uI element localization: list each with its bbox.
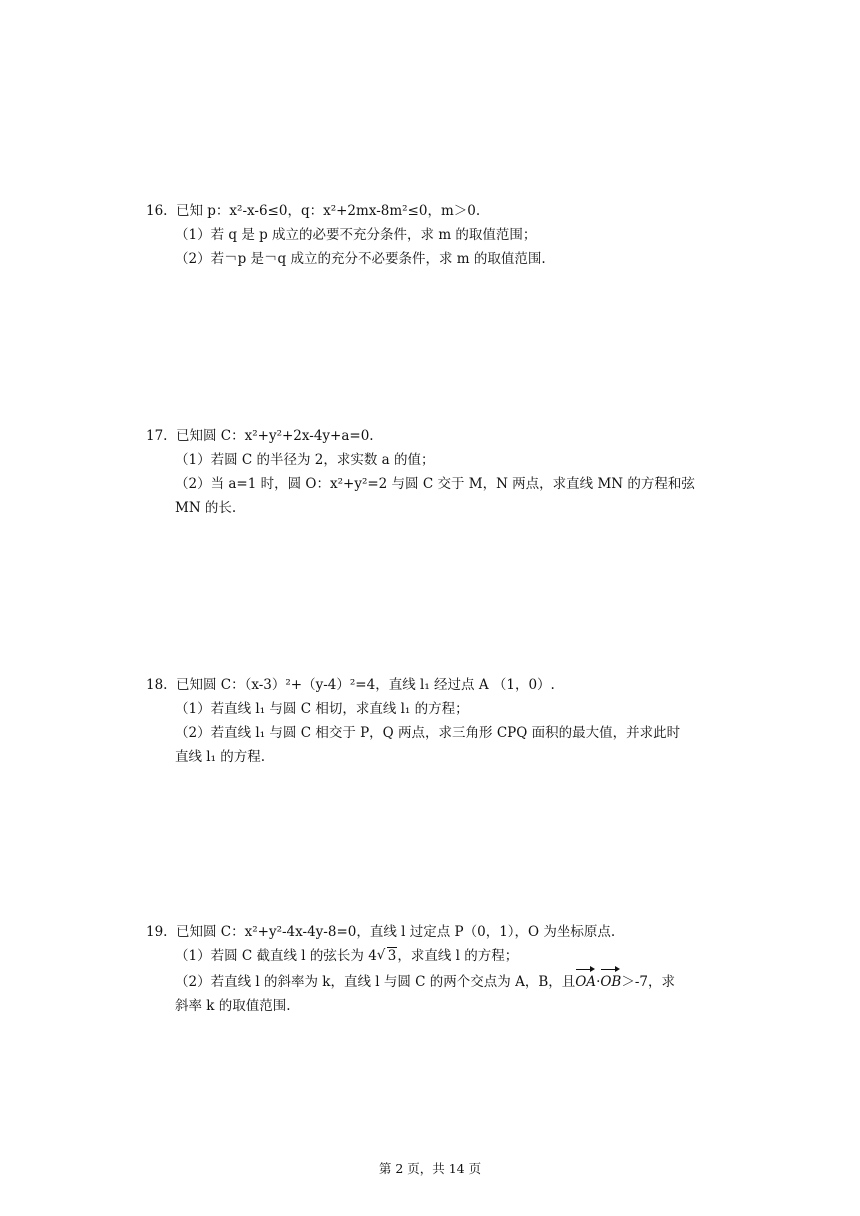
vector-oa: OA xyxy=(575,968,596,994)
question-number: 16. xyxy=(146,203,168,219)
part-1-text: （1）若圆 C 截直线 l 的弦长为 4 xyxy=(175,948,377,964)
question-17-part-2: （2）当 a=1 时，圆 O：x²+y²=2 与圆 C 交于 M，N 两点，求直线 MN 的方程和弦 xyxy=(175,476,695,492)
question-18 xyxy=(146,673,726,769)
question-number: 18. xyxy=(146,677,168,693)
square-root xyxy=(377,944,398,968)
question-19-stem-line xyxy=(146,920,726,944)
question-16-stem-line xyxy=(146,199,726,223)
question-18-part-1: （1）若直线 l₁ 与圆 C 相切，求直线 l₁ 的方程； xyxy=(175,701,469,717)
part-2-text-end: ＞-7，求 xyxy=(621,974,676,990)
vector-ob: OB xyxy=(600,968,621,994)
question-19-part-2 xyxy=(146,968,726,994)
question-17-stem-line xyxy=(146,424,726,448)
question-17-part-2-continued: MN 的长. xyxy=(175,500,237,516)
question-16-part-1: （1）若 q 是 p 成立的必要不充分条件，求 m 的取值范围； xyxy=(175,227,537,243)
question-19-part-2-continued: 斜率 k 的取值范围. xyxy=(175,998,291,1014)
question-18-part-2-continued: 直线 l₁ 的方程. xyxy=(175,749,266,765)
question-18-stem-line xyxy=(146,673,726,697)
page-footer: 第 2 页，共 14 页 xyxy=(378,1161,482,1176)
radicand: 3 xyxy=(387,948,397,964)
question-17 xyxy=(146,424,726,520)
dot-product-sign: · xyxy=(596,974,601,990)
question-stem: 已知 p：x²-x-6≤0，q：x²+2mx-8m²≤0，m＞0. xyxy=(176,203,481,219)
part-2-text: （2）若直线 l 的斜率为 k，直线 l 与圆 C 的两个交点为 A，B，且 xyxy=(175,974,576,990)
question-19-part-1 xyxy=(146,944,726,968)
question-16-part-2: （2）若￢p 是￢q 成立的充分不必要条件，求 m 的取值范围. xyxy=(175,251,546,267)
question-stem: 已知圆 C：x²+y²-4x-4y-8=0，直线 l 过定点 P（0，1），O 为坐标原点. xyxy=(176,924,616,940)
question-17-part-1: （1）若圆 C 的半径为 2，求实数 a 的值； xyxy=(175,452,435,468)
part-1-text-end: ，求直线 l 的方程； xyxy=(397,948,519,964)
question-19 xyxy=(146,920,726,1018)
radical-sign-icon: √ xyxy=(376,947,386,963)
question-16 xyxy=(146,199,726,271)
question-stem: 已知圆 C：x²+y²+2x-4y+a=0. xyxy=(176,428,374,444)
question-18-part-2: （2）若直线 l₁ 与圆 C 相交于 P，Q 两点，求三角形 CPQ 面积的最大值，并求此时 xyxy=(175,725,681,741)
question-number: 17. xyxy=(146,428,168,444)
question-number: 19. xyxy=(146,924,168,940)
question-stem: 已知圆 C：（x-3）²+（y-4）²=4，直线 l₁ 经过点 A （1，0）. xyxy=(176,677,555,693)
